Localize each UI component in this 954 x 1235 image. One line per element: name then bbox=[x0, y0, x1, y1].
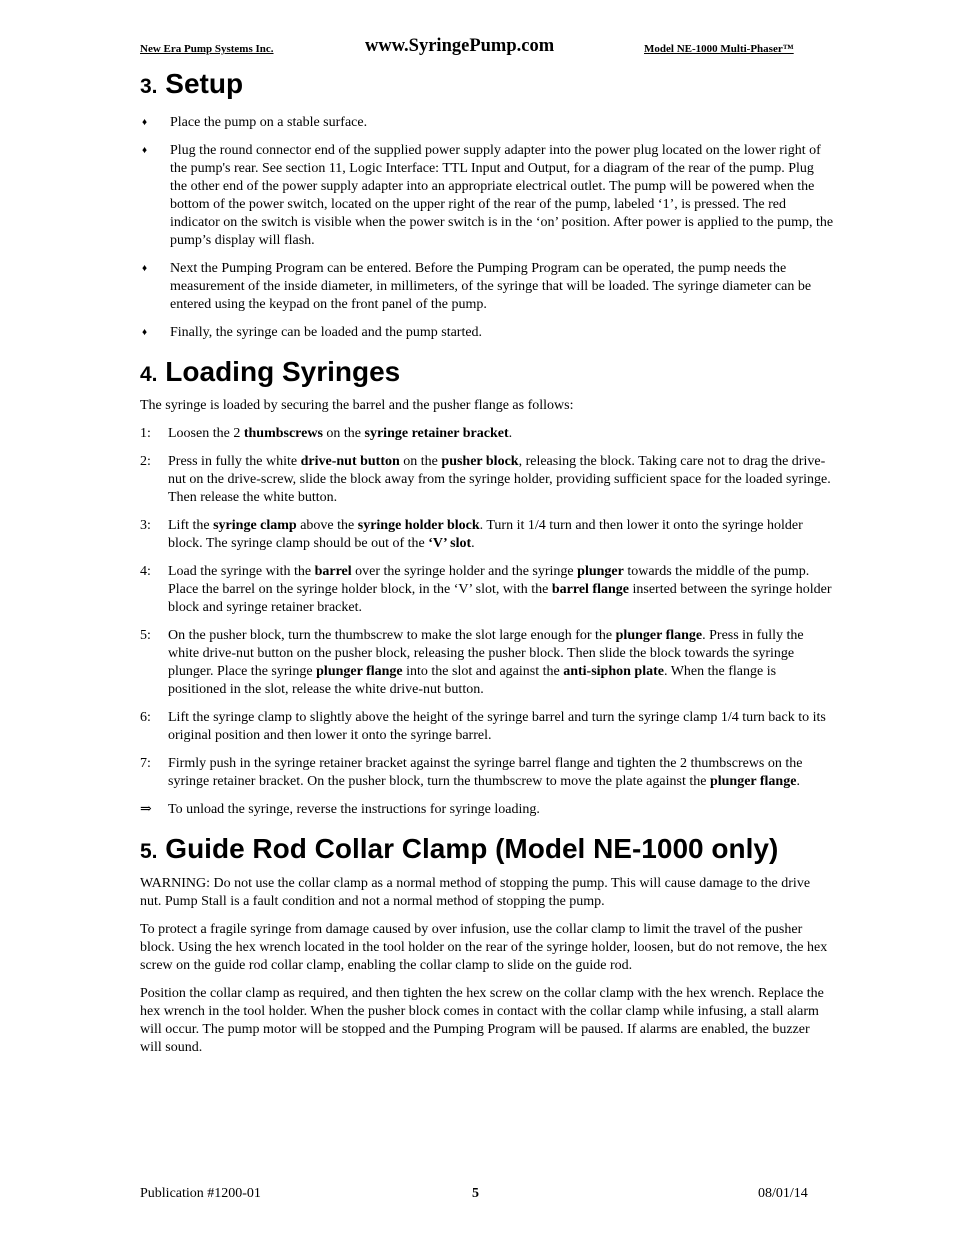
arrow-icon: ⇒ bbox=[140, 802, 152, 817]
section-number: 3. bbox=[140, 75, 158, 98]
list-item-text: Plug the round connector end of the supplied power supply adapter into the power plug located on the lower right of the pump's rear. See section 11, Logic Interface: TTL Input and Output, for a diagram of the rear of the pump. Plug the other end of the power supply adapter into an appropriate electrical outlet. The pump will be powered when the bottom of the power switch, located on the upper right of the rear of the pump, labeled ‘1’, is pressed. The red indicator on the switch is visible when the power switch is in the ‘on’ position. After power is applied to the pump, the pump’s display will flash. bbox=[170, 143, 834, 248]
warning-paragraph: WARNING: Do not use the collar clamp as a normal method of stopping the pump. This will cause damage to the drive nut. Pump Stall is a fault condition and not a normal method of stopping the pump. bbox=[140, 876, 811, 909]
step-number: 6: bbox=[140, 710, 151, 725]
section-number: 4. bbox=[140, 363, 158, 386]
text-run: Lift the syringe clamp to slightly above the height of the syringe barrel and turn the syringe clamp 1/4 turn back to its original position and then lower it onto the syringe barrel. bbox=[168, 710, 826, 743]
header-company: New Era Pump Systems Inc. bbox=[140, 43, 274, 55]
list-item bbox=[140, 260, 834, 314]
diamond-bullet-icon: ♦ bbox=[142, 145, 148, 156]
step-number: 4: bbox=[140, 564, 151, 579]
list-item-text bbox=[168, 709, 834, 745]
list-item bbox=[140, 801, 834, 819]
diamond-bullet-icon: ♦ bbox=[142, 263, 148, 274]
bold-term: syringe holder block bbox=[357, 518, 480, 533]
list-item bbox=[140, 425, 834, 443]
text-run: On the pusher block, turn the thumbscrew to make the slot large enough for the bbox=[168, 628, 616, 643]
list-item-text bbox=[168, 801, 834, 819]
text-run: To unload the syringe, reverse the instructions for syringe loading. bbox=[168, 802, 540, 817]
bold-term: pusher block bbox=[441, 454, 519, 469]
bold-term: syringe retainer bracket bbox=[364, 426, 509, 441]
text-run: Firmly push in the syringe retainer bracket against the syringe barrel flange and tighten the 2 thumbscrews on the syringe retainer bracket. On the pusher block, turn the thumbscrew to move the plate against the bbox=[168, 756, 803, 789]
bold-term: plunger flange bbox=[316, 664, 403, 679]
list-item bbox=[140, 324, 834, 342]
footer-date: 08/01/14 bbox=[758, 1186, 808, 1201]
list-item bbox=[140, 755, 834, 791]
text-run: inserted between the syringe holder block and syringe retainer bracket. bbox=[168, 582, 832, 615]
list-item bbox=[140, 563, 834, 617]
bold-term: plunger flange bbox=[709, 774, 797, 789]
paragraph: Position the collar clamp as required, and then tighten the hex screw on the collar clamp with the hex wrench. Replace the hex wrench in the tool holder. When the pusher block comes in contact with the collar clamp while infusing, a stall alarm will occur. The pump motor will be stopped and the Pumping Program will be paused. If alarms are enabled, the buzzer will sound. bbox=[140, 986, 824, 1055]
diamond-bullet-icon: ♦ bbox=[142, 327, 148, 338]
list-item bbox=[140, 709, 834, 745]
list-item-text bbox=[168, 453, 834, 507]
section-heading-collar-clamp bbox=[140, 833, 834, 868]
text-run: Loosen the 2 bbox=[168, 426, 244, 441]
text-run: Load the syringe with the bbox=[168, 564, 315, 579]
text-run: on the bbox=[399, 454, 442, 469]
bold-term: syringe clamp bbox=[213, 518, 297, 533]
list-item-text bbox=[168, 517, 834, 553]
list-item-text: Finally, the syringe can be loaded and the pump started. bbox=[170, 325, 483, 340]
step-number: 2: bbox=[140, 454, 151, 469]
bold-term: drive-nut button bbox=[300, 454, 400, 469]
list-item-text: Place the pump on a stable surface. bbox=[170, 115, 368, 130]
text-run: . Turn it 1/4 turn and then lower it onto the syringe holder block. The syringe clamp should be out of the bbox=[168, 518, 803, 551]
section-heading-setup bbox=[140, 68, 834, 103]
text-run: . bbox=[796, 774, 800, 789]
text-run: . bbox=[471, 536, 475, 551]
page-content bbox=[140, 68, 834, 1067]
list-item-text: Next the Pumping Program can be entered. Before the Pumping Program can be operated, the pump needs the measurement of the inside diameter, in millimeters, of the syringe that will be loaded. The syringe diameter can be entered using the keypad on the front panel of the pump. bbox=[170, 261, 812, 312]
section-heading-loading bbox=[140, 356, 834, 391]
list-item bbox=[140, 517, 834, 553]
step-number: 1: bbox=[140, 426, 151, 441]
list-item-text bbox=[168, 563, 834, 617]
list-item bbox=[140, 627, 834, 699]
paragraph: To protect a fragile syringe from damage caused by over infusion, use the collar clamp to limit the travel of the pusher block. Using the hex wrench located in the tool holder on the rear of the syringe holder, loosen, but do not remove, the hex screw on the guide rod collar clamp, enabling the collar clamp to slide on the guide rod. bbox=[140, 922, 828, 973]
list-item bbox=[140, 453, 834, 507]
bold-term: thumbscrews bbox=[243, 426, 323, 441]
header-model: Model NE-1000 Multi-Phaser™ bbox=[644, 43, 794, 55]
header-website: www.SyringePump.com bbox=[365, 36, 555, 56]
text-run: . bbox=[508, 426, 513, 441]
bold-term: plunger flange bbox=[615, 628, 703, 643]
loading-steps-list bbox=[140, 425, 834, 819]
step-number: 3: bbox=[140, 518, 151, 533]
page-number: 5 bbox=[472, 1186, 479, 1201]
footer-publication: Publication #1200-01 bbox=[140, 1186, 261, 1201]
bold-term: ‘V’ slot bbox=[428, 536, 472, 551]
list-item bbox=[140, 114, 834, 132]
bold-term: plunger bbox=[577, 564, 624, 579]
text-run: , releasing the block. Taking care not to drag the drive-nut on the drive-screw, slide the block away from the syringe holder, providing sufficient space for the loaded syringe. Then release the white button. bbox=[168, 454, 831, 505]
text-run: . Press in fully the white drive-nut button on the pusher block, releasing the pusher block. Then slide the block towards the syringe plunger. Place the syringe bbox=[168, 628, 804, 679]
text-run: above the bbox=[296, 518, 358, 533]
text-run: Lift the bbox=[168, 518, 214, 533]
section-title: Setup bbox=[165, 68, 244, 99]
bold-term: barrel bbox=[314, 564, 352, 579]
section-title: Guide Rod Collar Clamp (Model NE-1000 only) bbox=[165, 833, 779, 864]
text-run: Press in fully the white bbox=[168, 454, 301, 469]
step-number: 5: bbox=[140, 628, 151, 643]
step-number: 7: bbox=[140, 756, 151, 771]
bold-term: anti-siphon plate bbox=[563, 664, 664, 679]
diamond-bullet-icon: ♦ bbox=[142, 117, 148, 128]
text-run: on the bbox=[322, 426, 365, 441]
text-run: towards the middle of the pump. Place the barrel on the syringe holder block, in the ‘V’ slot, with the bbox=[168, 564, 810, 597]
text-run: . When the flange is positioned in the slot, release the white drive-nut button. bbox=[168, 664, 777, 697]
text-run: over the syringe holder and the syringe bbox=[351, 564, 578, 579]
bold-term: barrel flange bbox=[551, 582, 629, 597]
loading-intro: The syringe is loaded by securing the barrel and the pusher flange as follows: bbox=[140, 398, 574, 413]
setup-list bbox=[140, 114, 834, 342]
list-item-text bbox=[168, 627, 834, 699]
list-item-text bbox=[168, 425, 834, 443]
list-item bbox=[140, 142, 834, 250]
text-run: into the slot and against the bbox=[402, 664, 564, 679]
list-item-text bbox=[168, 755, 834, 791]
section-title: Loading Syringes bbox=[165, 356, 401, 387]
section-number: 5. bbox=[140, 840, 158, 863]
